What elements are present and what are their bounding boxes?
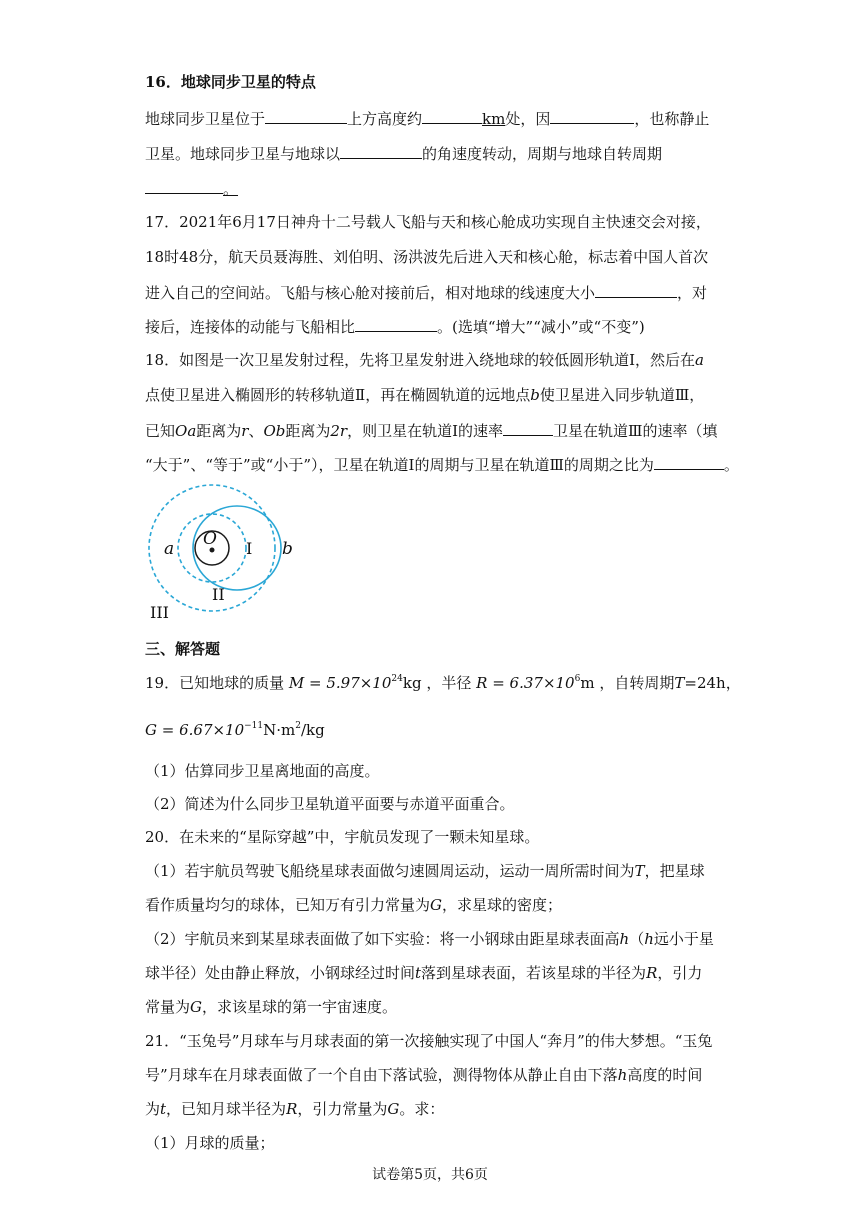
q16-line1 (145, 107, 709, 129)
text: =24h， (684, 674, 741, 692)
text: 18．如图是一次卫星发射过程，先将卫星发射进入绕地球的较低圆形轨道Ⅰ，然后在 (145, 351, 696, 369)
unit: kg (402, 674, 422, 692)
text: 、 (248, 422, 264, 440)
q20-part2-line3 (145, 997, 397, 1017)
answer-blank[interactable] (355, 315, 437, 332)
text: 。(选填“增大”“减小”或“不变”) (437, 318, 645, 336)
text: 使卫星进入同步轨道Ⅲ， (539, 386, 705, 404)
formula: M = 5.97×10 (288, 674, 392, 692)
text: ，对 (677, 284, 708, 302)
text: （2）简述为什么同步卫星轨道平面要与赤道平面重合。 (145, 795, 515, 813)
answer-blank[interactable] (550, 107, 634, 124)
text: 为 (145, 1100, 161, 1118)
text: ，已知月球半径为 (166, 1100, 287, 1118)
q16-title-text: 16．地球同步卫星的特点 (145, 73, 316, 91)
answer-blank[interactable] (654, 453, 724, 470)
q21-line1 (145, 1031, 712, 1051)
text: ，引力常量为 (297, 1100, 388, 1118)
section-heading (145, 639, 220, 659)
q19-line2 (145, 720, 325, 740)
text: ，求该星球的第一宇宙速度。 (202, 998, 398, 1016)
q17-line2 (145, 247, 708, 267)
exponent: 2 (295, 721, 301, 731)
unit: /kg (301, 721, 325, 739)
q17-line1 (145, 212, 711, 232)
q18-line1 (145, 350, 704, 370)
q20-part2-line1 (145, 929, 714, 949)
formula: R = 6.37×10 (476, 674, 575, 692)
text: 的角速度转动，周期与地球自转周期 (422, 145, 663, 163)
text: 进入自己的空间站。飞船与核心舱对接前后，相对地球的线速度大小 (145, 284, 596, 302)
text: ，也称静止 (634, 110, 710, 128)
var: R (286, 1100, 298, 1118)
text: 点使卫星进入椭圆形的转移轨道Ⅱ，再在椭圆轨道的远地点 (145, 386, 531, 404)
answer-blank[interactable] (503, 419, 553, 436)
var: b (530, 386, 540, 404)
text: （1）若宇航员驾驶飞船绕星球表面做匀速圆周运动，运动一周所需时间为 (145, 862, 635, 880)
q20-part1-line1 (145, 861, 705, 881)
label-III: III (150, 603, 169, 622)
q18-line3 (145, 419, 718, 441)
text: 卫星。地球同步卫星与地球以 (145, 145, 341, 163)
q16-title (145, 72, 316, 92)
text: 。求： (399, 1100, 445, 1118)
var: r (241, 422, 249, 440)
text: ，自转周期 (599, 674, 675, 692)
answer-blank[interactable] (340, 142, 422, 159)
var: Oa (175, 422, 197, 440)
text: 落到星球表面，若该星球的半径为 (421, 964, 647, 982)
text: 18时48分，航天员聂海胜、刘伯明、汤洪波先后进入天和核心舱，标志着中国人首次 (145, 248, 709, 266)
var: R (646, 964, 658, 982)
text: 地球同步卫星位于 (145, 110, 266, 128)
text: 已知 (145, 422, 176, 440)
text: 距离为 (285, 422, 331, 440)
exponent: 24 (391, 674, 403, 684)
q16-line2 (145, 142, 662, 164)
var: T (634, 862, 645, 880)
var: T (674, 674, 685, 692)
text: 高度的时间 (627, 1066, 703, 1084)
text: 卫星在轨道Ⅲ的速率（填 (553, 422, 718, 440)
text: 球半径）处由静止释放，小钢球经过时间 (145, 964, 416, 982)
label-I: I (246, 539, 253, 558)
q21-line2 (145, 1065, 702, 1085)
text: “大于”、“等于”或“小于”），卫星在轨道Ⅰ的周期与卫星在轨道Ⅲ的周期之比为 (145, 456, 654, 474)
text: 常量为 (145, 998, 191, 1016)
text: 21．“玉兔号”月球车与月球表面的第一次接触实现了中国人“奔月”的伟大梦想。“玉兔 (145, 1032, 713, 1050)
orbit-diagram (140, 484, 305, 624)
text: （2）宇航员来到某星球表面做了如下实验：将一小钢球由距星球表面高 (145, 930, 620, 948)
answer-blank[interactable] (595, 281, 677, 298)
q18-line4 (145, 453, 739, 475)
label-a: a (164, 539, 175, 559)
text: 远小于星 (653, 930, 714, 948)
var: G (190, 998, 202, 1016)
q18-line2 (145, 385, 704, 405)
text: 号”月球车在月球表面做了一个自由下落试验，测得物体从静止自由下落 (145, 1066, 618, 1084)
q19-line1 (145, 673, 741, 693)
text: （ (629, 930, 645, 948)
var: t (160, 1100, 167, 1118)
q16-line3 (145, 177, 238, 199)
text: 20．在未来的“星际穿越”中，宇航员发现了一颗未知星球。 (145, 828, 540, 846)
section-heading-text: 三、解答题 (145, 640, 221, 658)
text: 。 (223, 180, 239, 198)
unit: N·m (263, 721, 296, 739)
page-footer: 试卷第5页，共6页 (372, 1167, 488, 1183)
unit: m (580, 674, 595, 692)
var: h (617, 1066, 628, 1084)
text: 上方高度约 (347, 110, 423, 128)
text: ，半径 (426, 674, 472, 692)
text: 距离为 (196, 422, 242, 440)
q21-part1 (145, 1133, 275, 1153)
label-II: II (212, 585, 225, 604)
answer-blank[interactable] (145, 177, 223, 194)
q19-part2 (145, 794, 515, 814)
q21-line3 (145, 1099, 444, 1119)
q19-part1 (145, 761, 380, 781)
text: 17．2021年6月17日神舟十二号载人飞船与天和核心舱成功实现自主快速交会对接， (145, 213, 711, 231)
text: 19．已知地球的质量 (145, 674, 285, 692)
formula: G = 6.67×10 (145, 721, 245, 739)
text: ，则卫星在轨道Ⅰ的速率 (347, 422, 504, 440)
text: 。 (723, 456, 739, 474)
q17-line4 (145, 315, 645, 337)
label-b: b (282, 539, 293, 559)
q20-line1 (145, 827, 539, 847)
text: 接后，连接体的动能与飞船相比 (145, 318, 356, 336)
exponent: −11 (244, 721, 264, 731)
text: ，求星球的密度； (442, 896, 563, 914)
var: Ob (263, 422, 286, 440)
var: h (619, 930, 630, 948)
label-O: O (203, 529, 217, 549)
var: G (430, 896, 442, 914)
var: G (387, 1100, 400, 1118)
text: （1）估算同步卫星离地面的高度。 (145, 762, 380, 780)
var: a (695, 351, 704, 369)
var: 2r (330, 422, 348, 440)
text: ，引力 (657, 964, 703, 982)
answer-blank[interactable] (265, 107, 347, 124)
answer-blank[interactable] (422, 107, 482, 124)
unit-km: km (482, 110, 506, 128)
text: （1）月球的质量； (145, 1134, 275, 1152)
text: 看作质量均匀的球体，已知万有引力常量为 (145, 896, 431, 914)
q20-part1-line2 (145, 895, 562, 915)
q17-line3 (145, 281, 707, 303)
var: t (415, 964, 422, 982)
text: 处，因 (505, 110, 551, 128)
text: ，把星球 (644, 862, 705, 880)
var: h (644, 930, 654, 948)
q20-part2-line2 (145, 963, 702, 983)
exponent: 6 (574, 674, 581, 684)
